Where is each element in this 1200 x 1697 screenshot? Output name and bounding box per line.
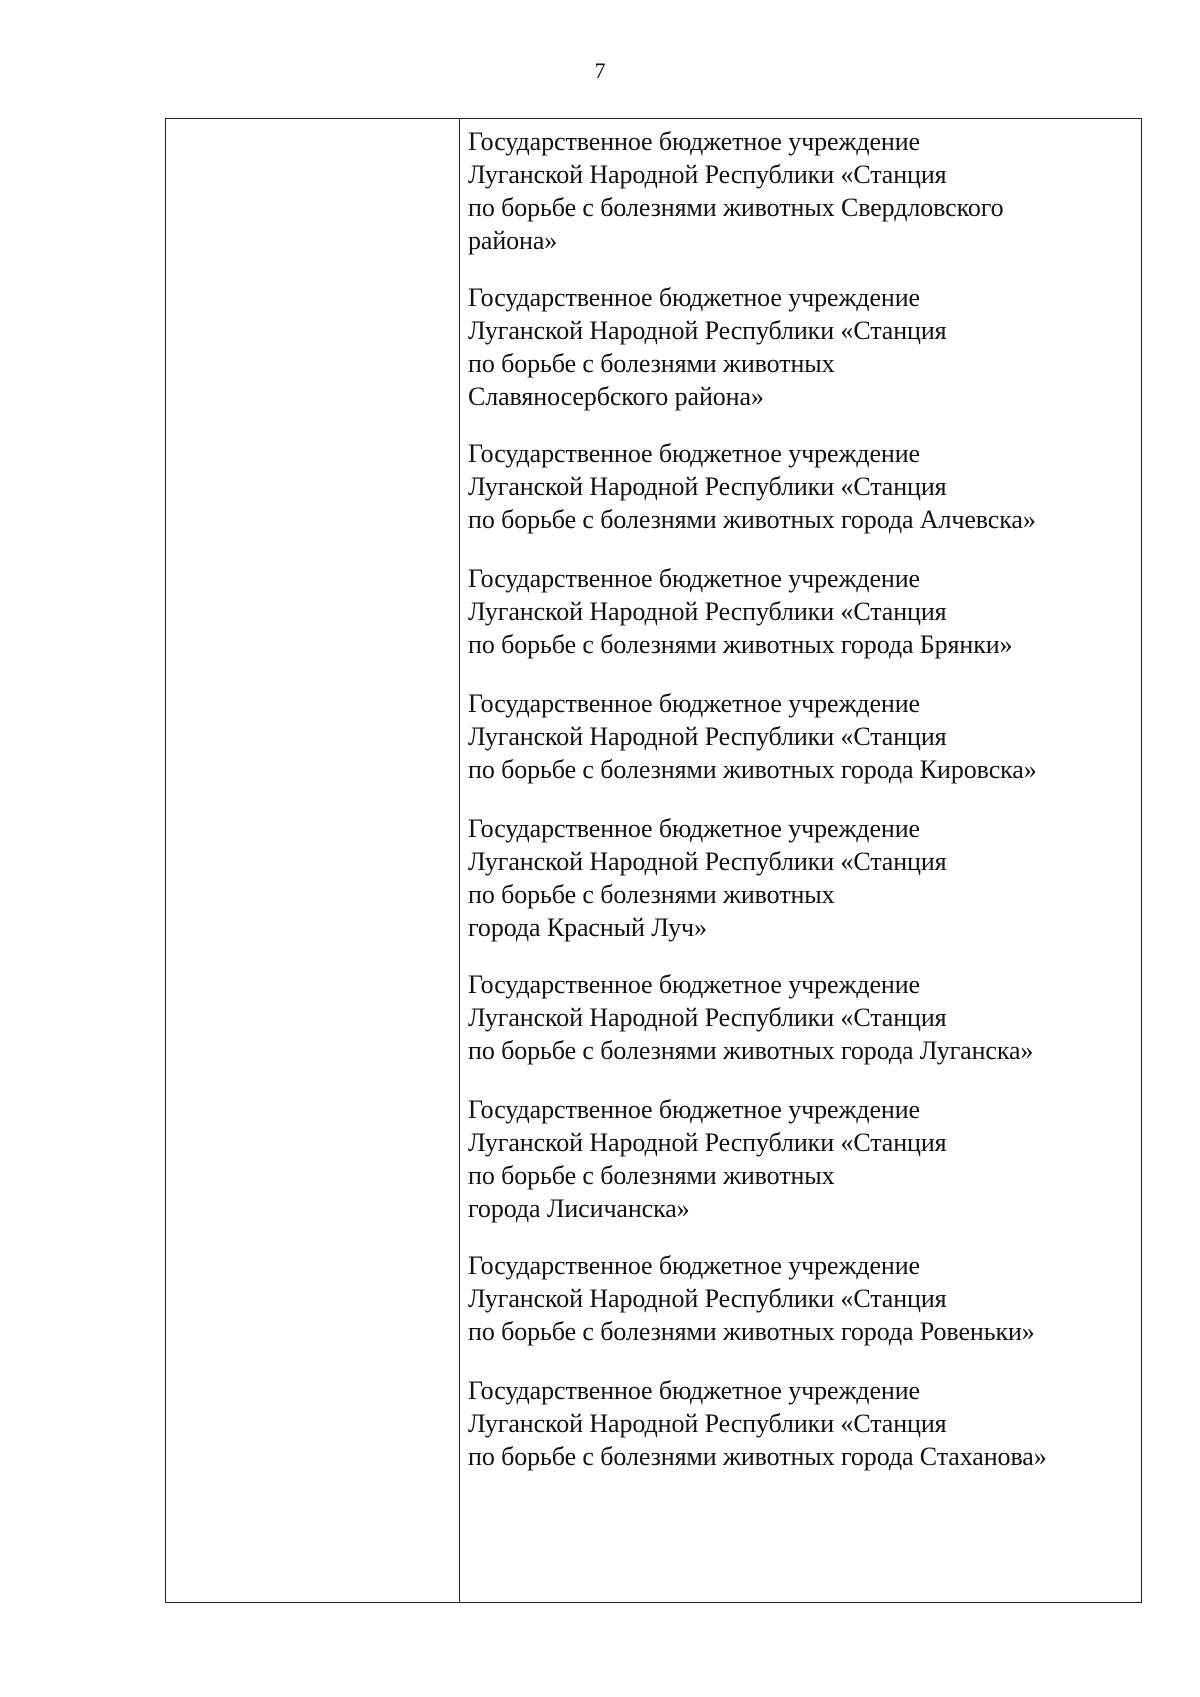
entry-line: Государственное бюджетное учреждение — [468, 439, 920, 468]
entry-line: Луганской Народной Республики «Станция — [468, 1003, 947, 1032]
entry-line: Государственное бюджетное учреждение — [468, 1251, 920, 1280]
institution-entry — [468, 1249, 1035, 1348]
entry-line: по борьбе с болезнями животных — [468, 880, 835, 909]
entry-line: города Красный Луч» — [468, 913, 707, 942]
institution-entry — [468, 562, 1012, 661]
entry-line: по борьбе с болезнями животных города Кировска» — [468, 755, 1037, 784]
page-number: 7 — [594, 58, 606, 83]
entry-line: по борьбе с болезнями животных города Брянки» — [468, 630, 1013, 659]
entry-line: Луганской Народной Республики «Станция — [468, 1409, 947, 1438]
entry-line: Государственное бюджетное учреждение — [468, 1095, 920, 1124]
entry-line: Государственное бюджетное учреждение — [468, 1376, 920, 1405]
entry-line: Луганской Народной Республики «Станция — [468, 472, 947, 501]
entry-line: по борьбе с болезнями животных города Ровеньки» — [468, 1317, 1035, 1346]
document-table — [165, 118, 1142, 1603]
entry-line: города Лисичанска» — [468, 1194, 690, 1223]
entry-line: по борьбе с болезнями животных города Луганска» — [468, 1036, 1034, 1065]
entry-line: Славяносербского района» — [468, 382, 764, 411]
entry-line: Государственное бюджетное учреждение — [468, 970, 920, 999]
institution-entry — [468, 968, 1033, 1067]
institution-entry — [468, 125, 1004, 257]
entry-line: Государственное бюджетное учреждение — [468, 814, 920, 843]
institution-entry — [468, 1374, 1047, 1473]
institution-entry — [468, 1093, 947, 1225]
entry-line: по борьбе с болезнями животных города Алчевска» — [468, 505, 1036, 534]
entry-line: района» — [468, 226, 558, 255]
entry-line: по борьбе с болезнями животных Свердловского — [468, 193, 1004, 222]
institution-entry — [468, 281, 947, 413]
entry-line: по борьбе с болезнями животных — [468, 1161, 835, 1190]
entry-line: Луганской Народной Республики «Станция — [468, 316, 947, 345]
entry-line: Государственное бюджетное учреждение — [468, 689, 920, 718]
entry-line: Государственное бюджетное учреждение — [468, 283, 920, 312]
entry-line: Луганской Народной Республики «Станция — [468, 597, 947, 626]
institution-entry — [468, 687, 1037, 786]
entry-line: по борьбе с болезнями животных города Стаханова» — [468, 1442, 1047, 1471]
entry-line: Государственное бюджетное учреждение — [468, 127, 920, 156]
entry-line: Луганской Народной Республики «Станция — [468, 847, 947, 876]
institution-entry — [468, 437, 1036, 536]
entry-line: Государственное бюджетное учреждение — [468, 564, 920, 593]
entry-line: Луганской Народной Республики «Станция — [468, 1284, 947, 1313]
entry-line: по борьбе с болезнями животных — [468, 349, 835, 378]
entry-line: Луганской Народной Республики «Станция — [468, 160, 947, 189]
entry-line: Луганской Народной Республики «Станция — [468, 722, 947, 751]
institution-entry — [468, 812, 947, 944]
column-divider — [459, 119, 460, 1602]
entry-line: Луганской Народной Республики «Станция — [468, 1128, 947, 1157]
